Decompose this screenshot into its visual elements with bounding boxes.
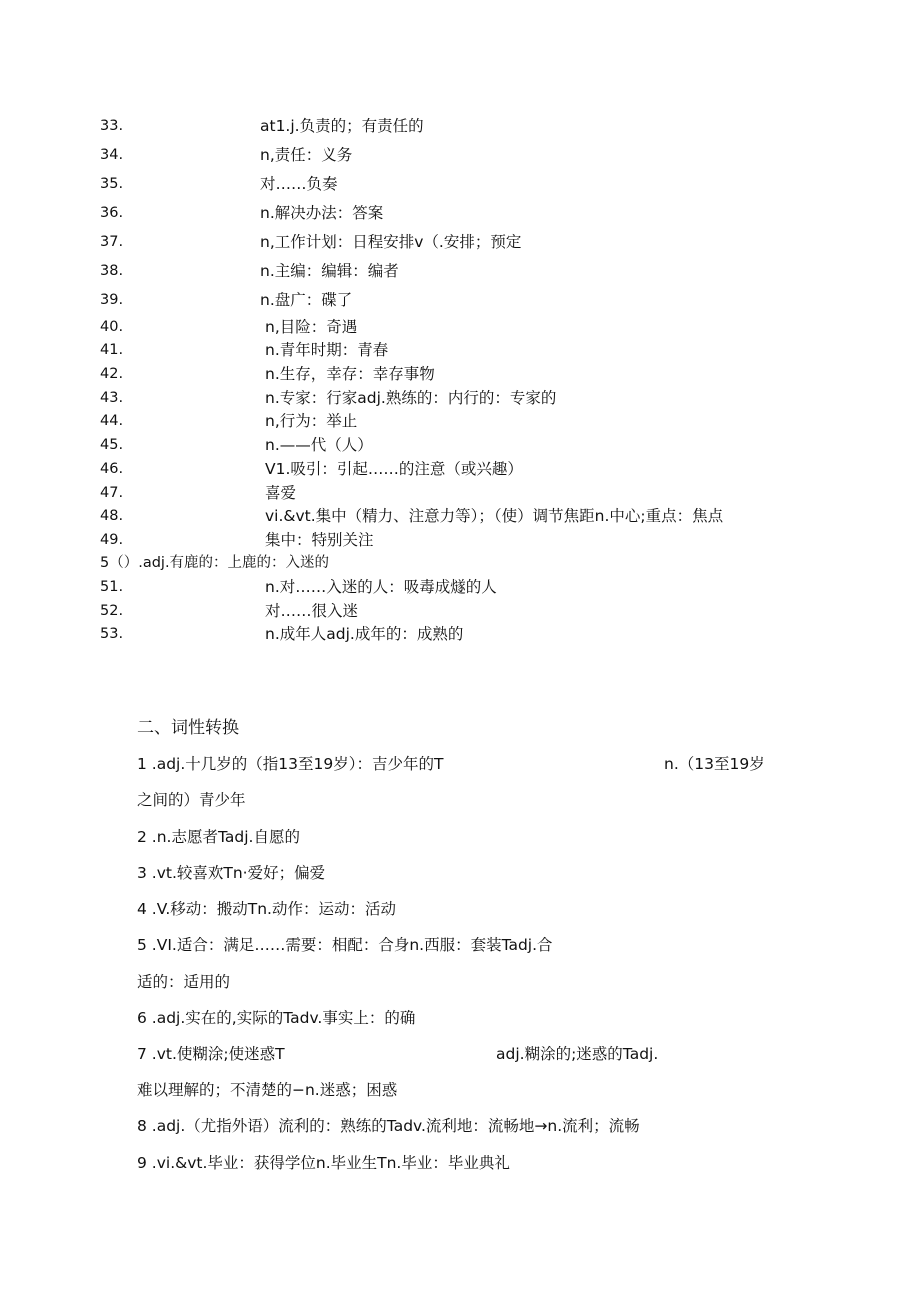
item-definition: vi.&vt.集中（精力、注意力等）；（使）调节焦距n.中心;重点：焦点	[265, 507, 724, 525]
item-definition: 集中：特别关注	[265, 531, 374, 549]
item-definition: 对……很入迷	[265, 602, 359, 620]
item-number: 36.	[100, 205, 124, 221]
section-title: 二、词性转换	[137, 718, 239, 738]
conversion-line: 难以理解的；不清楚的−n.迷惑；困惑	[137, 1081, 398, 1099]
item-number: 34.	[100, 147, 124, 163]
conversion-line: 1 .adj.十几岁的（指13至19岁）：吉少年的T	[137, 755, 444, 773]
item-number: 53.	[100, 626, 124, 642]
item-definition: n.对……入迷的人：吸毒成燧的人	[265, 578, 497, 596]
item-definition: 对……负奏	[260, 175, 338, 193]
item-number: 5（）.adj.有鹿的：上鹿的：入迷的	[100, 555, 330, 571]
item-number: 48.	[100, 508, 124, 524]
item-definition: n.——代（人）	[265, 436, 373, 454]
conversion-line: 2 .n.志愿者Tadj.自愿的	[137, 828, 300, 846]
item-number: 46.	[100, 461, 124, 477]
item-number: 38.	[100, 263, 124, 279]
item-number: 52.	[100, 603, 124, 619]
conversion-line: 8 .adj.（尤指外语）流利的：熟练的Tadv.流利地：流畅地→n.流利；流畅	[137, 1117, 640, 1135]
item-number: 33.	[100, 118, 124, 134]
item-number: 43.	[100, 390, 124, 406]
item-number: 39.	[100, 292, 124, 308]
item-number: 41.	[100, 342, 124, 358]
item-definition: n,行为：举止	[265, 412, 358, 430]
conversion-line: 之间的）青少年	[137, 791, 246, 809]
conversion-line-continued: n.（13至19岁	[664, 755, 765, 773]
item-definition: n.主编：编辑：编者	[260, 262, 399, 280]
item-number: 51.	[100, 579, 124, 595]
item-definition: n.成年人adj.成年的：成熟的	[265, 625, 464, 643]
conversion-line: 9 .vi.&vt.毕业：获得学位n.毕业生Tn.毕业：毕业典礼	[137, 1154, 510, 1172]
item-definition: at1.j.负责的；有责任的	[260, 117, 424, 135]
item-definition: 喜爱	[265, 484, 297, 502]
item-number: 42.	[100, 366, 124, 382]
item-number: 49.	[100, 532, 124, 548]
item-definition: n.解决办法：答案	[260, 204, 384, 222]
item-definition: n.生存，幸存：幸存事物	[265, 365, 435, 383]
conversion-line-continued: adj.糊涂的;迷惑的Tadj.	[496, 1045, 659, 1063]
item-definition: n,目险：奇遇	[265, 318, 358, 336]
conversion-line: 4 .V.移动：搬动Tn.动作：运动：活动	[137, 900, 396, 918]
item-definition: V1.吸引：引起……的注意（或兴趣）	[265, 460, 523, 478]
item-number: 47.	[100, 485, 124, 501]
conversion-line: 5 .VI.适合：满足……需要：相配：合身n.西服：套装Tadj.合	[137, 936, 553, 954]
item-number: 44.	[100, 413, 124, 429]
conversion-line: 适的：适用的	[137, 973, 231, 991]
item-definition: n,责任：义务	[260, 146, 353, 164]
item-definition: n,工作计划：日程安排v（.安排；预定	[260, 233, 522, 251]
conversion-line: 7 .vt.使糊涂;使迷惑T	[137, 1045, 285, 1063]
item-number: 35.	[100, 176, 124, 192]
item-number: 45.	[100, 437, 124, 453]
item-definition: n.专家：行家adj.熟练的：内行的：专家的	[265, 389, 557, 407]
item-number: 40.	[100, 319, 124, 335]
item-definition: n.盘广：碟了	[260, 291, 353, 309]
conversion-line: 6 .adj.实在的,实际的Tadv.事实上：的确	[137, 1009, 416, 1027]
item-definition: n.青年时期：青春	[265, 341, 389, 359]
item-number: 37.	[100, 234, 124, 250]
conversion-line: 3 .vt.较喜欢Tn·爱好；偏爱	[137, 864, 326, 882]
